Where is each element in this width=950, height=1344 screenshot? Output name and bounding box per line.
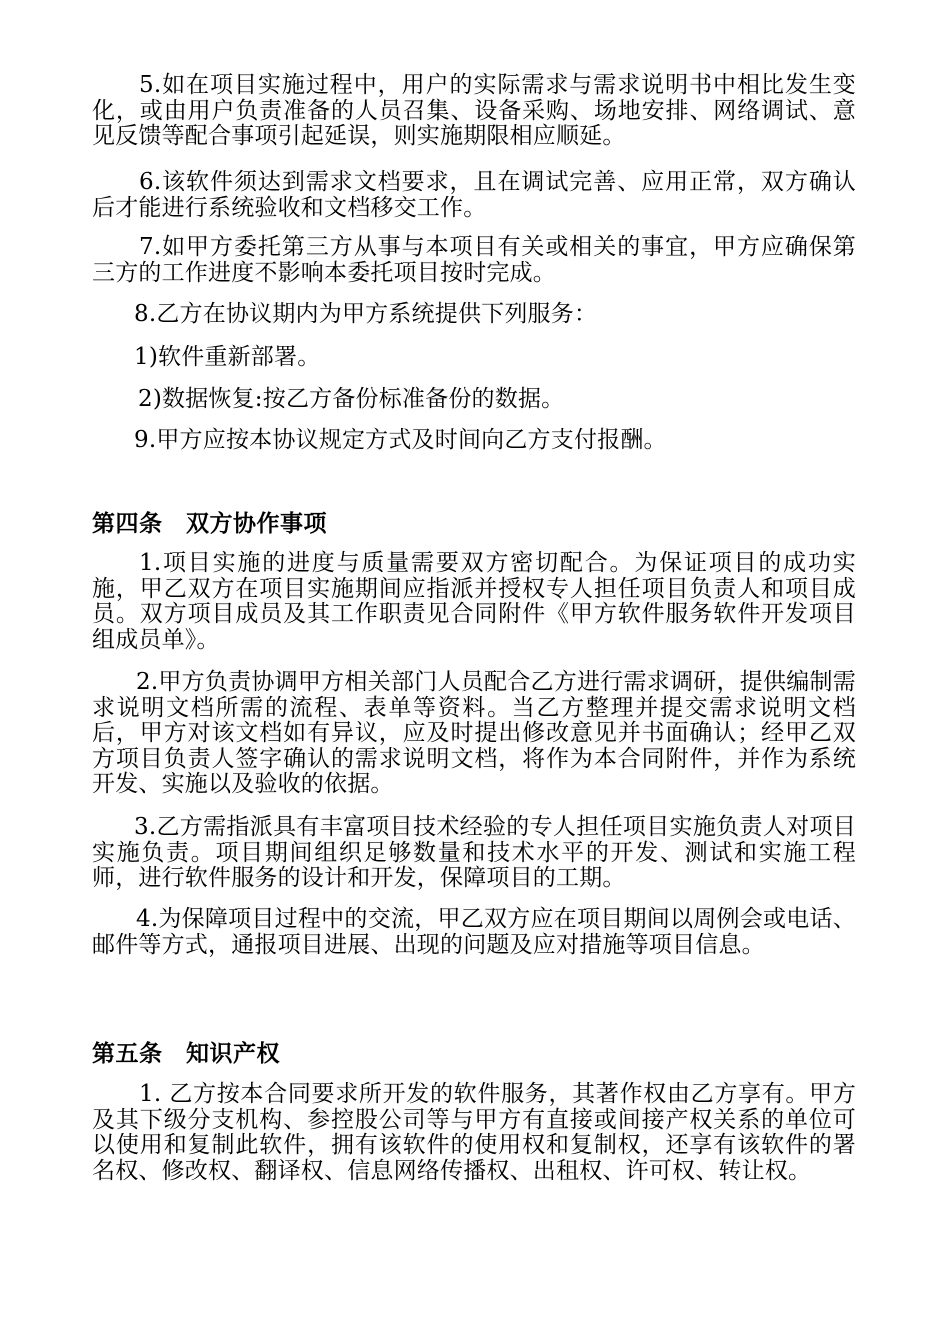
section4-paragraph-2: 2.甲方负责协调甲方相关部门人员配合乙方进行需求调研，提供编制需求说明文档所需的流程、表单等资料。当乙方整理并提交需求说明文档后，甲方对该文档如有异议，应及时提出修改意见并书面确认；经甲乙双方项目负责人签字确认的需求说明文档，将作为本合同附件，并作为系统开发、实施以及验收的依据。 (92, 669, 856, 797)
section5-paragraph-1: 1. 乙方按本合同要求所开发的软件服务，其著作权由乙方享有。甲方及其下级分支机构、参控股公司等与甲方有直接或间接产权关系的单位可以使用和复制此软件，拥有该软件的使用权和复制权，还享有该软件的署名权、修改权、翻译权、信息网络传播权、出租权、许可权、转让权。 (92, 1081, 856, 1184)
paragraph-item-7: 7.如甲方委托第三方从事与本项目有关或相关的事宜，甲方应确保第三方的工作进度不影响本委托项目按时完成。 (92, 234, 856, 286)
paragraph-item-8: 8.乙方在协议期内为甲方系统提供下列服务： (134, 301, 598, 327)
paragraph-item-5: 5.如在项目实施过程中，用户的实际需求与需求说明书中相比发生变化，或由用户负责准备的人员召集、设备采购、场地安排、网络调试、意见反馈等配合事项引起延误，则实施期限相应顺延。 (92, 72, 856, 149)
paragraph-item-6: 6.该软件须达到需求文档要求，且在调试完善、应用正常，双方确认后才能进行系统验收和文档移交工作。 (92, 169, 856, 221)
section-heading-5: 第五条 知识产权 (92, 1041, 280, 1067)
section4-paragraph-3: 3.乙方需指派具有丰富项目技术经验的专人担任项目实施负责人对项目实施负责。项目期间组织足够数量和技术水平的开发、测试和实施工程师，进行软件服务的设计和开发，保障项目的工期。 (92, 814, 856, 891)
paragraph-item-9: 9.甲方应按本协议规定方式及时间向乙方支付报酬。 (134, 427, 667, 453)
section4-paragraph-1: 1.项目实施的进度与质量需要双方密切配合。为保证项目的成功实施，甲乙双方在项目实施期间应指派并授权专人担任项目负责人和项目成员。双方项目成员及其工作职责见合同附件《甲方软件服务软件开发项目组成员单》。 (92, 550, 856, 653)
section-heading-4: 第四条 双方协作事项 (92, 511, 327, 537)
service-item-1: 1)软件重新部署。 (134, 344, 321, 370)
service-item-2: 2)数据恢复:按乙方备份标准备份的数据。 (138, 386, 565, 412)
section4-paragraph-4: 4.为保障项目过程中的交流，甲乙双方应在项目期间以周例会或电话、邮件等方式，通报项目进展、出现的问题及应对措施等项目信息。 (92, 906, 856, 958)
